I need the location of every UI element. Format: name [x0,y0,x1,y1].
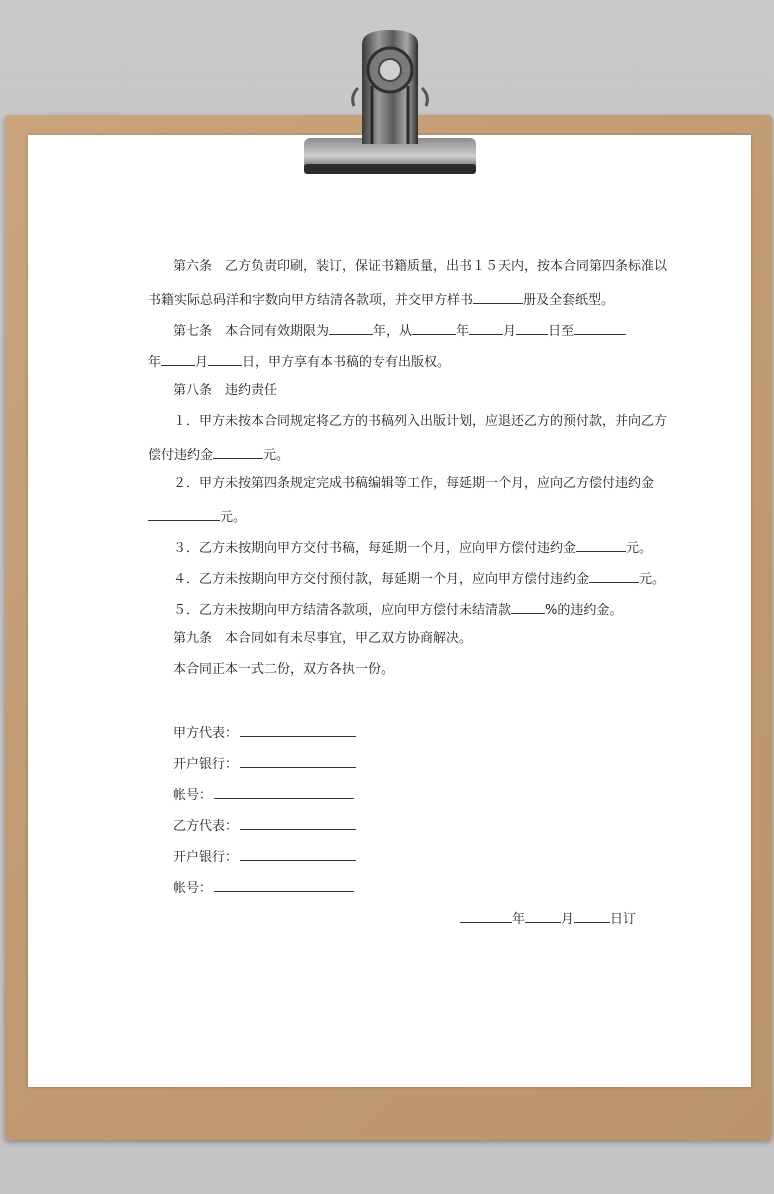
penalty-percent-blank[interactable] [511,599,545,614]
clause-7-line-2 [148,351,648,372]
end-month-blank[interactable] [161,351,195,366]
clause-6-text: 书籍实际总码洋和字数向甲方结清各款项，并交甲方样书 [148,293,474,308]
clause-8-item-4 [173,568,673,589]
clause-7-text: 第七条 本合同有效期限为 [173,324,330,339]
sample-copies-blank[interactable] [473,289,523,304]
validity-years-blank[interactable] [329,320,373,335]
item-3-text: ３．乙方未按期向甲方交付书稿，每延期一个月，应向甲方偿付违约金 [173,541,577,556]
party-a-bank-field[interactable] [240,753,356,768]
clause-8-item-3 [173,537,673,558]
party-b-rep-field[interactable] [240,815,356,830]
percent-label: %的违约金。 [545,603,623,618]
party-a-rep-label: 甲方代表： [173,726,239,741]
party-b-account-label: 帐号： [173,881,213,896]
start-month-blank[interactable] [469,320,503,335]
clause-7-end-text: 日，甲方享有本书稿的专有出版权。 [242,355,451,370]
party-a-account-field[interactable] [214,784,354,799]
party-a-representative [173,722,673,743]
clause-7-year-from: 年，从 [373,324,413,339]
penalty-text: 偿付违约金 [148,448,214,463]
party-b-bank [173,846,673,867]
signing-day-label: 日订 [610,912,637,927]
clause-8-item-1-line-2 [148,444,648,465]
penalty-amount-blank-4[interactable] [589,568,639,583]
party-b-bank-label: 开户银行： [173,850,239,865]
yuan-label: 元。 [220,510,247,525]
party-b-account [173,877,673,898]
clause-7-year: 年 [456,324,470,339]
clause-8-item-2-line-2 [148,506,648,527]
signing-date-line [460,908,640,929]
item-5-text: ５．乙方未按期向甲方结清各款项，应向甲方偿付未结清款 [173,603,512,618]
clause-7-end-year: 年 [148,355,162,370]
clause-8-item-1-line-1: １．甲方未按本合同规定将乙方的书稿列入出版计划，应退还乙方的预付款，并向乙方 [173,414,668,429]
clause-6-text-end: 册及全套纸型。 [523,293,615,308]
penalty-amount-blank-2[interactable] [148,506,220,521]
signing-day-blank[interactable] [574,908,610,923]
signing-year-blank[interactable] [460,908,512,923]
item-4-text: ４．乙方未按期向甲方交付预付款，每延期一个月，应向甲方偿付违约金 [173,572,590,587]
clause-7-day-to: 日至 [548,324,575,339]
copies-statement: 本合同正本一式二份，双方各执一份。 [173,662,395,677]
end-day-blank[interactable] [208,351,242,366]
yuan-label: 元。 [626,541,653,556]
penalty-amount-blank-1[interactable] [213,444,263,459]
clause-8-title: 第八条 违约责任 [173,383,278,398]
end-year-blank[interactable] [574,320,626,335]
party-a-account [173,784,673,805]
clause-7-month: 月 [503,324,517,339]
yuan-label: 元。 [263,448,290,463]
party-a-rep-field[interactable] [240,722,356,737]
clause-7-end-month: 月 [195,355,209,370]
party-a-account-label: 帐号： [173,788,213,803]
binder-clip-icon [300,26,480,178]
signing-month-label: 月 [561,912,575,927]
signing-year-label: 年 [512,912,526,927]
clause-8-item-5 [173,599,673,620]
party-a-bank [173,753,673,774]
clause-6-line-2 [148,289,648,310]
start-day-blank[interactable] [516,320,548,335]
clause-6-line-1: 第六条 乙方负责印刷，装订，保证书籍质量，出书１５天内，按本合同第四条标准以 [173,259,668,274]
party-a-bank-label: 开户银行： [173,757,239,772]
party-b-rep-label: 乙方代表： [173,819,239,834]
start-year-blank[interactable] [412,320,456,335]
party-b-account-field[interactable] [214,877,354,892]
clause-7-line-1 [173,320,673,341]
penalty-amount-blank-3[interactable] [576,537,626,552]
clause-8-item-2-line-1: ２．甲方未按第四条规定完成书稿编辑等工作，每延期一个月，应向乙方偿付违约金 [173,476,655,491]
signing-month-blank[interactable] [525,908,561,923]
yuan-label: 元。 [639,572,666,587]
party-b-representative [173,815,673,836]
clause-9: 第九条 本合同如有未尽事宜，甲乙双方协商解决。 [173,631,473,646]
party-b-bank-field[interactable] [240,846,356,861]
